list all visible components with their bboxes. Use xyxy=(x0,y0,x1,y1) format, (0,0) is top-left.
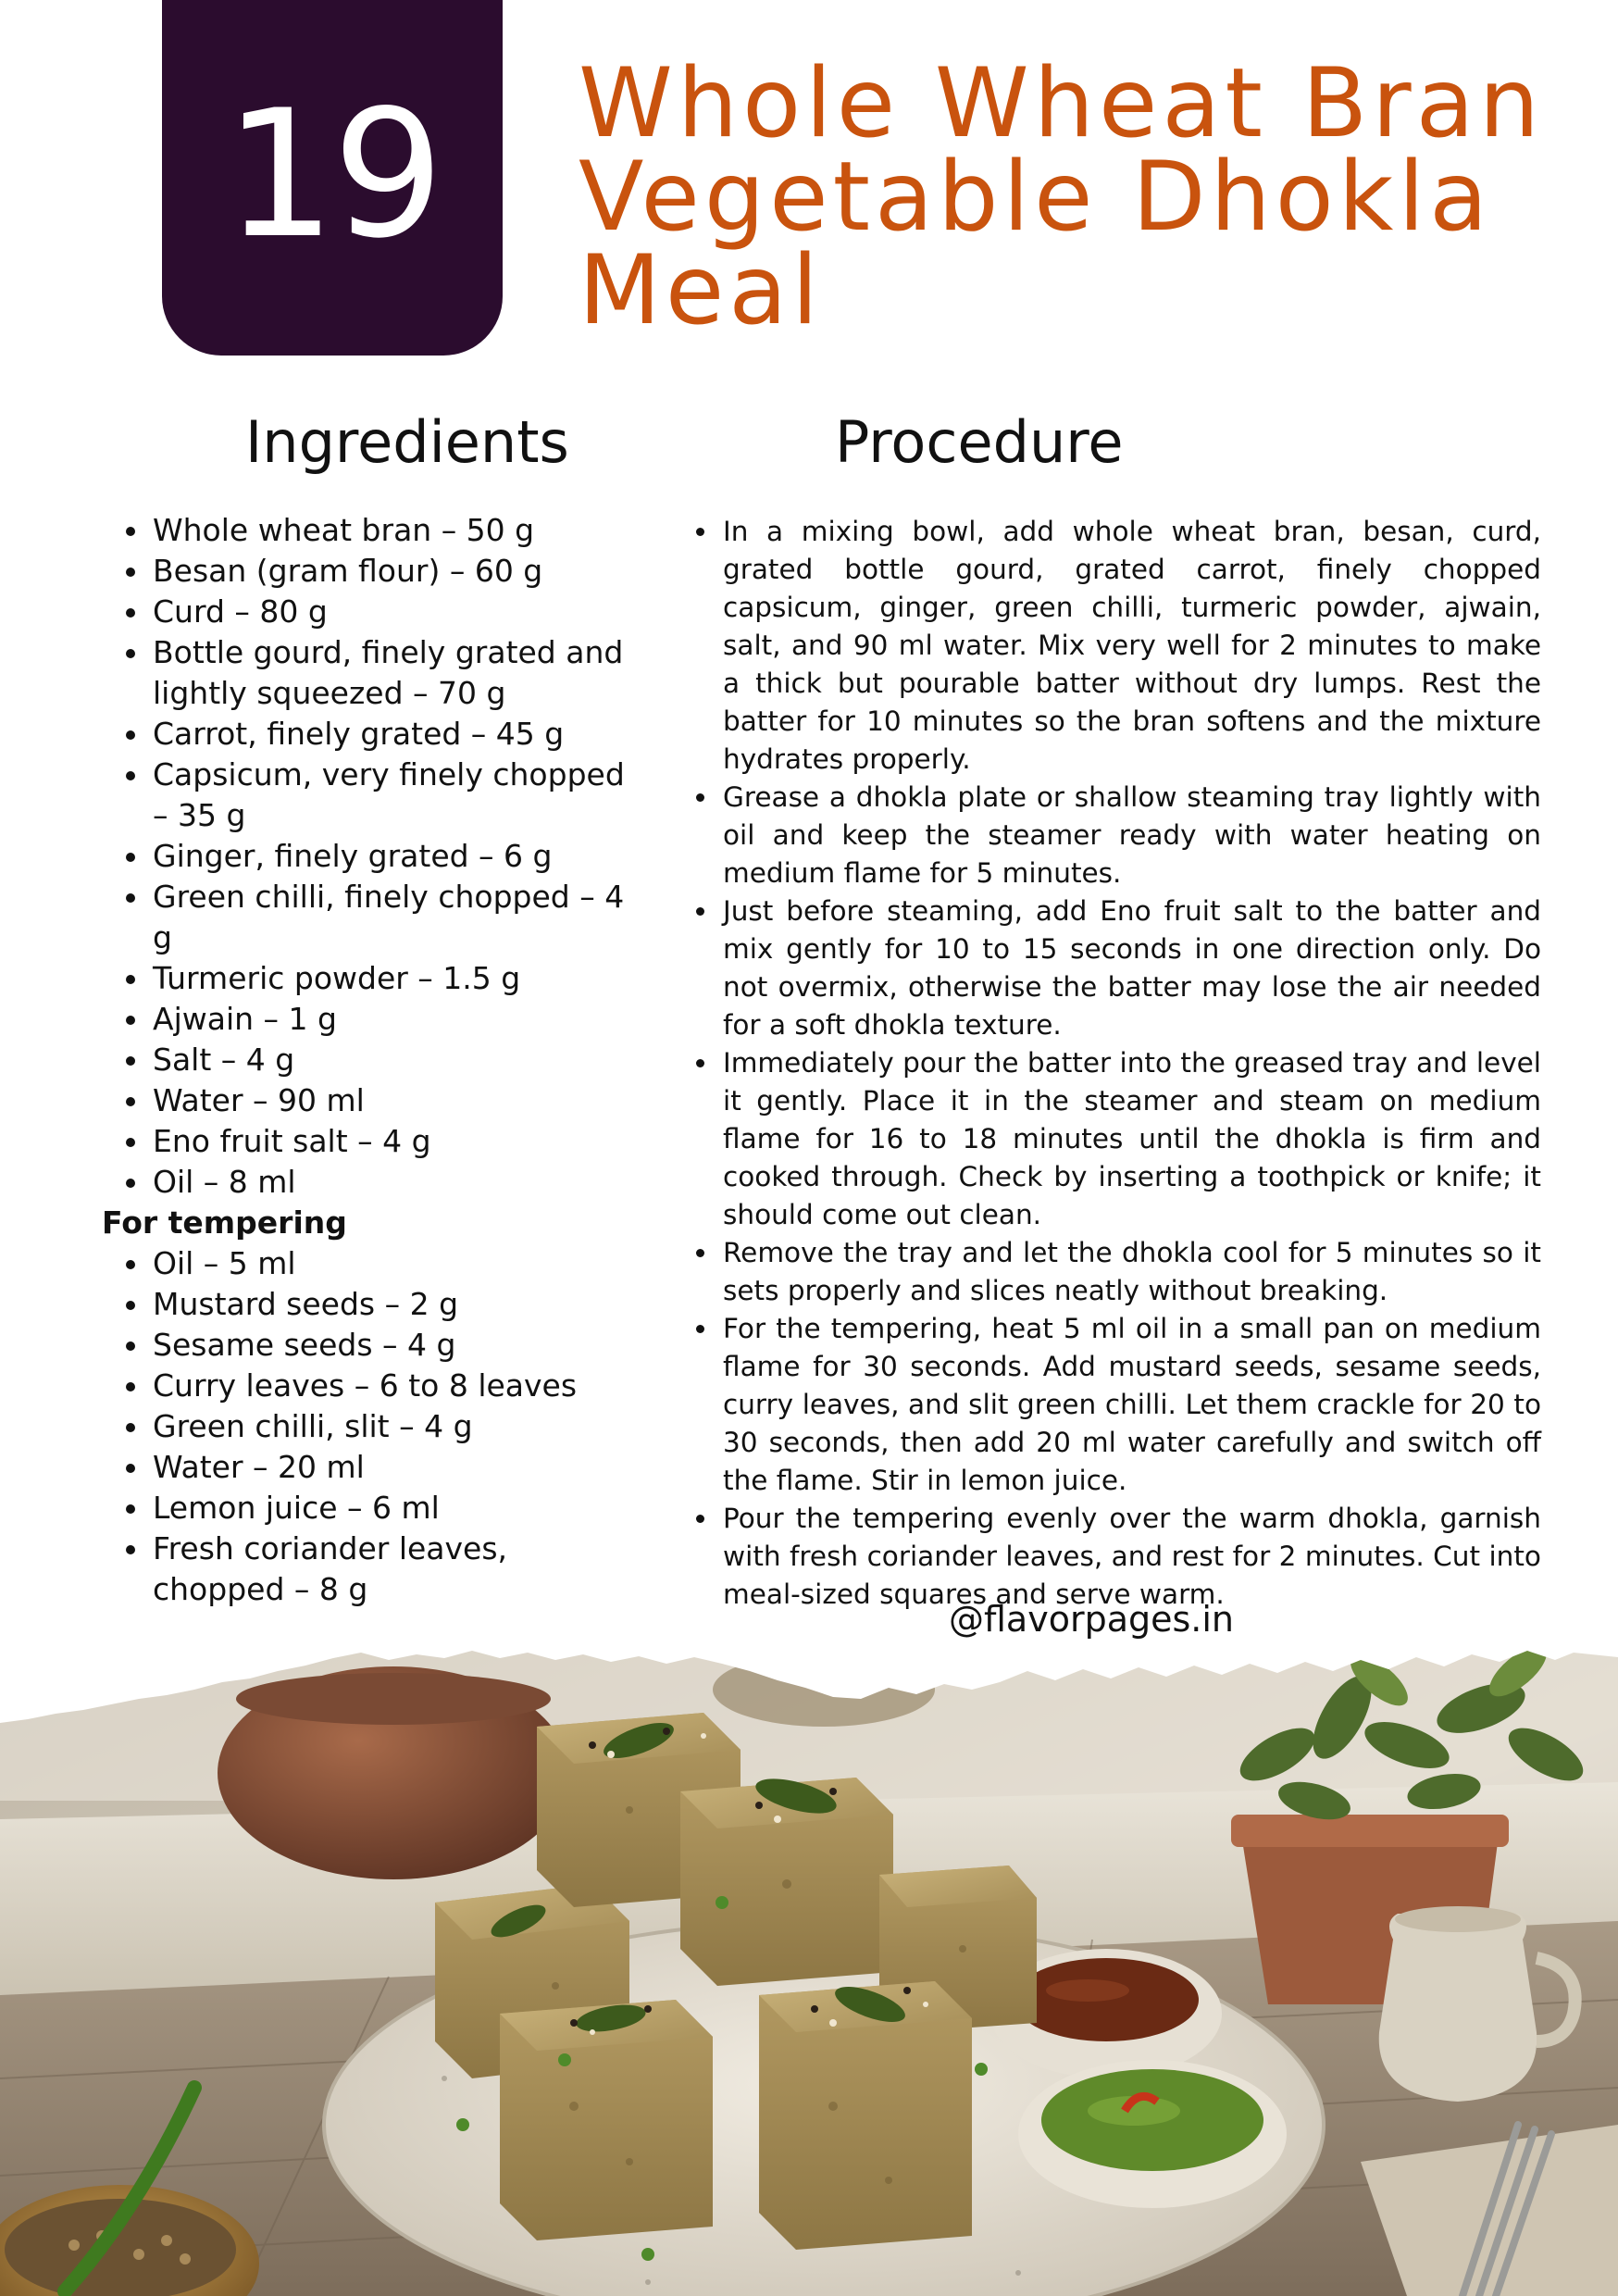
ingredient-item: Ajwain – 1 g xyxy=(102,999,648,1040)
recipe-title xyxy=(579,48,1597,346)
procedure-column xyxy=(690,513,1541,1614)
procedure-steps xyxy=(690,513,1541,1614)
ingredients-column xyxy=(102,510,648,1610)
tempering-item: Fresh coriander leaves, chopped – 8 g xyxy=(102,1529,648,1610)
tempering-label: For tempering xyxy=(102,1204,347,1241)
ingredient-item: Ginger, finely grated – 6 g xyxy=(102,836,648,877)
ingredient-item: Curd – 80 g xyxy=(102,592,648,632)
procedure-step: In a mixing bowl, add whole wheat bran, besan, curd, grated bottle gourd, grated carrot, finely chopped capsicum, ginger, green chilli, turmeric powder, ajwain, salt, and 90 ml water. Mix very well for 2 minutes to make a thick but pourable batter without dry lumps. Rest the batter for 10 minutes so the bran softens and the mixture hydrates properly. xyxy=(690,513,1541,779)
tempering-item: Sesame seeds – 4 g xyxy=(102,1325,648,1366)
social-handle: @flavorpages.in xyxy=(949,1599,1235,1640)
dhokla-photo xyxy=(0,1643,1618,2296)
procedure-step: Immediately pour the batter into the greased tray and level it gently. Place it in the steamer and steam on medium flame for 16 to 18 minutes until the dhokla is firm and cooked through. Check by inserting a toothpick or knife; it should come out clean. xyxy=(690,1044,1541,1234)
ingredient-item: Salt – 4 g xyxy=(102,1040,648,1080)
recipe-number: 19 xyxy=(224,72,441,277)
ingredient-item: Eno fruit salt – 4 g xyxy=(102,1121,648,1162)
recipe-title-line-3: Meal xyxy=(579,235,823,346)
recipe-title-line-2: Vegetable Dhokla xyxy=(579,142,1493,253)
ingredient-item: Water – 90 ml xyxy=(102,1080,648,1121)
tempering-list xyxy=(102,1243,648,1610)
recipe-number-badge xyxy=(162,0,503,356)
ingredients-list xyxy=(102,510,648,1203)
procedure-step: Grease a dhokla plate or shallow steaming tray lightly with oil and keep the steamer ready with water heating on medium flame for 5 minutes. xyxy=(690,779,1541,892)
tempering-item: Oil – 5 ml xyxy=(102,1243,648,1284)
ingredient-item: Bottle gourd, finely grated and lightly squeezed – 70 g xyxy=(102,632,648,714)
procedure-heading: Procedure xyxy=(835,408,1124,476)
ingredient-item: Whole wheat bran – 50 g xyxy=(102,510,648,551)
procedure-step: Just before steaming, add Eno fruit salt to the batter and mix gently for 10 to 15 seconds in one direction only. Do not overmix, otherwise the batter may lose the air needed for a soft dhokla texture. xyxy=(690,892,1541,1044)
ingredient-item: Oil – 8 ml xyxy=(102,1162,648,1203)
recipe-title-line-1: Whole Wheat Bran xyxy=(579,48,1545,159)
tempering-item: Mustard seeds – 2 g xyxy=(102,1284,648,1325)
tempering-item: Lemon juice – 6 ml xyxy=(102,1488,648,1529)
procedure-step: For the tempering, heat 5 ml oil in a small pan on medium flame for 30 seconds. Add mustard seeds, sesame seeds, curry leaves, and slit green chilli. Let them crackle for 20 to 30 seconds, then add 20 ml water carefully and switch off the flame. Stir in lemon juice. xyxy=(690,1310,1541,1500)
tempering-item: Curry leaves – 6 to 8 leaves xyxy=(102,1366,648,1406)
ingredient-item: Besan (gram flour) – 60 g xyxy=(102,551,648,592)
ingredient-item: Capsicum, very finely chopped – 35 g xyxy=(102,755,648,836)
ingredient-item: Turmeric powder – 1.5 g xyxy=(102,958,648,999)
ingredient-item: Green chilli, finely chopped – 4 g xyxy=(102,877,648,958)
tempering-item: Green chilli, slit – 4 g xyxy=(102,1406,648,1447)
tempering-item: Water – 20 ml xyxy=(102,1447,648,1488)
ingredients-heading: Ingredients xyxy=(245,408,569,476)
ingredient-item: Carrot, finely grated – 45 g xyxy=(102,714,648,755)
green-chutney-bowl xyxy=(1018,2060,1287,2208)
procedure-step: Remove the tray and let the dhokla cool for 5 minutes so it sets properly and slices neatly without breaking. xyxy=(690,1234,1541,1310)
procedure-step: Pour the tempering evenly over the warm dhokla, garnish with fresh coriander leaves, and rest for 2 minutes. Cut into meal-sized squares and serve warm. xyxy=(690,1500,1541,1614)
